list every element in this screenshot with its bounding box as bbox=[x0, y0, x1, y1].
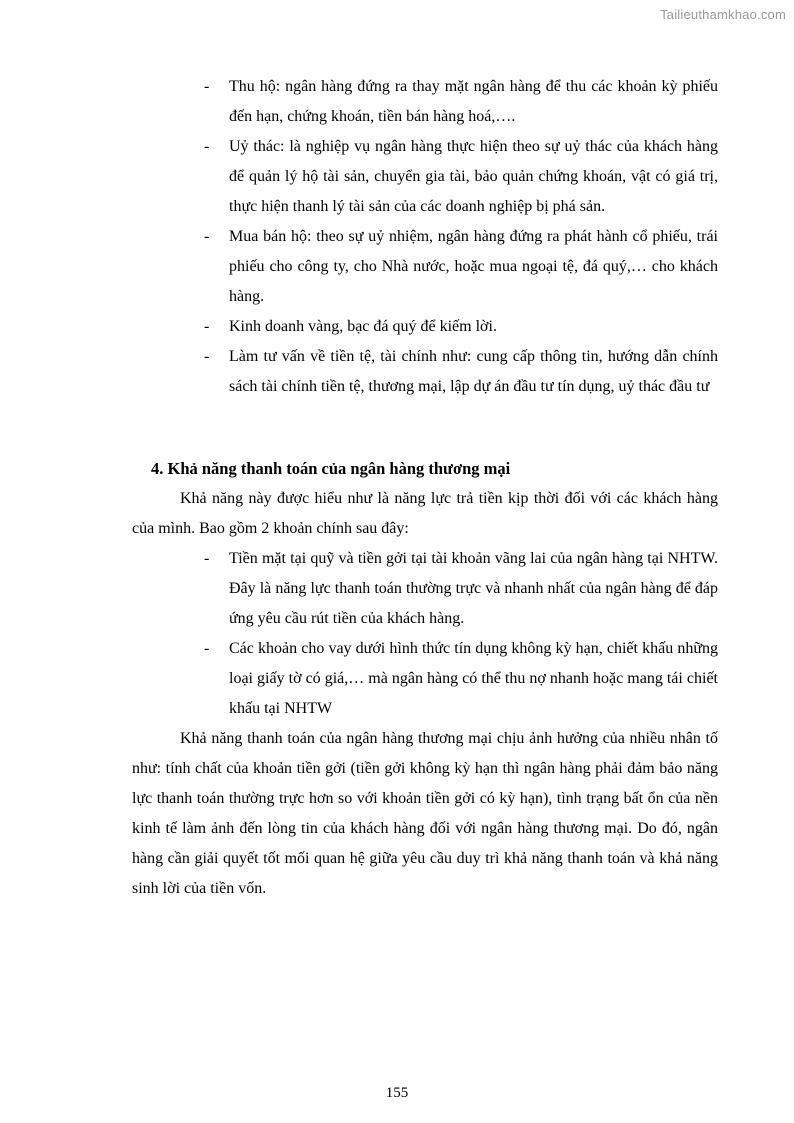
bullet-dash: - bbox=[204, 138, 210, 155]
bullet-dash: - bbox=[204, 78, 210, 95]
bullet-dash: - bbox=[204, 640, 210, 657]
list-item bbox=[132, 312, 718, 342]
list-item-text: Mua bán hộ: theo sự uỷ nhiệm, ngân hàng đứng ra phát hành cổ phiếu, trái phiếu cho công ty, cho Nhà nước, hoặc mua ngoại tệ, đá quý,… cho khách hàng. bbox=[229, 228, 718, 305]
section-heading: 4. Khả năng thanh toán của ngân hàng thương mại bbox=[151, 459, 511, 478]
bullet-dash: - bbox=[204, 550, 210, 567]
bullet-dash: - bbox=[204, 348, 210, 365]
document-body bbox=[132, 72, 718, 904]
list-item bbox=[132, 544, 718, 634]
list-item-text: Thu hộ: ngân hàng đứng ra thay mặt ngân hàng để thu các khoản kỳ phiếu đến hạn, chứng khoán, tiền bán hàng hoá,…. bbox=[229, 78, 718, 125]
watermark-text: Tailieuthamkhao.com bbox=[660, 7, 786, 22]
bullet-dash: - bbox=[204, 318, 210, 335]
list-item-text: Tiền mặt tại quỹ và tiền gởi tại tài khoản vãng lai của ngân hàng tại NHTW. Đây là năng lực thanh toán thường trực và nhanh nhất của ngân hàng để đáp ứng yêu cầu rút tiền của khách hàng. bbox=[229, 550, 718, 627]
list-item bbox=[132, 342, 718, 402]
intro-paragraph: Khả năng này được hiểu như là năng lực trả tiền kịp thời đối với các khách hàng của mình. Bao gồm 2 khoản chính sau đây: bbox=[132, 490, 718, 537]
list-item bbox=[132, 634, 718, 724]
list-item-text: Uỷ thác: là nghiệp vụ ngân hàng thực hiện theo sự uỷ thác của khách hàng để quản lý hộ tài sản, chuyển gia tài, bảo quản chứng khoán, vật có giá trị, thực hiện thanh lý tài sản của các doanh nghiệp bị phá sản. bbox=[229, 138, 718, 215]
page-number: 155 bbox=[385, 1085, 409, 1101]
list-item bbox=[132, 222, 718, 312]
list-item bbox=[132, 132, 718, 222]
conclusion-paragraph: Khả năng thanh toán của ngân hàng thương mại chịu ảnh hưởng của nhiều nhân tố như: tính chất của khoản tiền gởi (tiền gởi không kỳ hạn thì ngân hàng phải đảm bảo năng lực thanh toán thường trực hơn so với khoản tiền gởi có kỳ hạn), tình trạng bất ổn của nền kinh tế làm ảnh đến lòng tin của khách hàng đối với ngân hàng thương mại. Do đó, ngân hàng cần giải quyết tốt mối quan hệ giữa yêu cầu duy trì khả năng thanh toán và khả năng sinh lời của tiền vốn. bbox=[132, 730, 718, 897]
list-item-text: Kinh doanh vàng, bạc đá quý để kiếm lời. bbox=[229, 318, 497, 335]
liquidity-list bbox=[132, 544, 718, 724]
bullet-dash: - bbox=[204, 228, 210, 245]
list-item-text: Làm tư vấn về tiền tệ, tài chính như: cung cấp thông tin, hướng dẫn chính sách tài chính tiền tệ, thương mại, lập dự án đầu tư tín dụng, uỷ thác đầu tư bbox=[229, 348, 718, 395]
list-item-text: Các khoản cho vay dưới hình thức tín dụng không kỳ hạn, chiết khấu những loại giấy tờ có giá,… mà ngân hàng có thể thu nợ nhanh hoặc mang tái chiết khấu tại NHTW bbox=[229, 640, 718, 717]
services-list bbox=[132, 72, 718, 402]
list-item bbox=[132, 72, 718, 132]
